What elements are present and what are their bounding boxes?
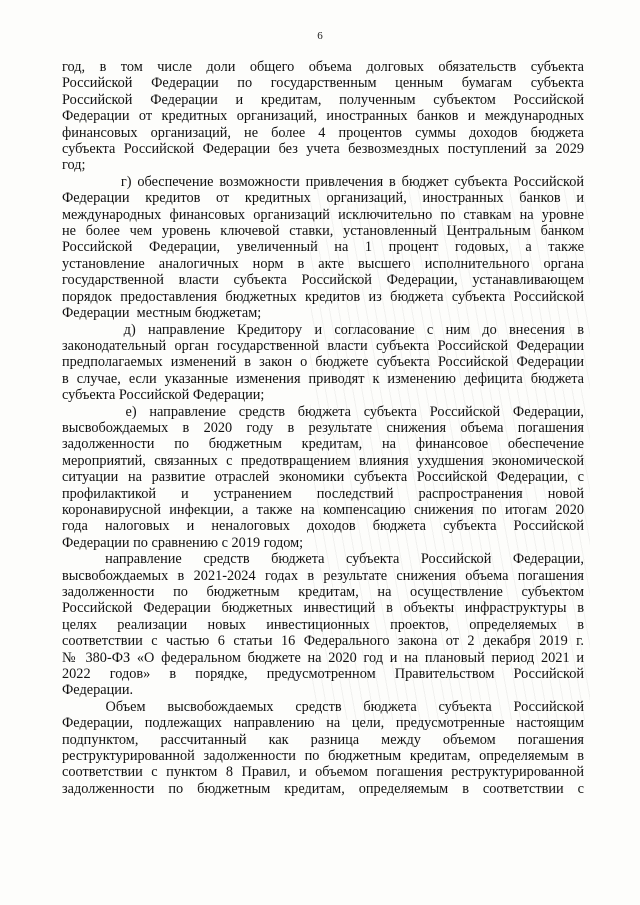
text-line: задолженности по бюджетным кредитам, на осуществление субъектом [62,584,584,600]
text-line: Федерации кредитов от кредитных организаций, иностранных банков и [62,190,584,207]
text-line: высвобождаемых в 2020 году в результате снижения объема погашения [62,419,584,436]
text-line: порядок предоставления бюджетных кредитов из бюджета субъекта Российской [62,288,584,305]
text-line: Российской Федерации по государственным ценным бумагам субъекта [62,75,584,92]
text-line: Федерации. [62,682,134,699]
text-line: е) направление средств бюджета субъекта Российской Федерации, [62,403,584,420]
body-text [62,59,584,797]
text-line: предполагаемых изменений в закон о бюджете субъекта Российской Федерации [62,354,584,371]
text-line: задолженности по бюджетным кредитам, на финансовое обеспечение [62,436,584,453]
text-line: Федерации по сравнению с 2019 годом; [62,534,304,551]
text-line: высвобождаемых в 2021-2024 годах в результате снижения объема погашения [62,567,584,584]
text-line: финансовых организаций, не более 4 процентов суммы доходов бюджета [62,124,584,141]
text-line: 2022 годов» в порядке, предусмотренном Правительством Российской [62,666,584,683]
text-line: целях реализации новых инвестиционных проектов, определяемых в [62,616,584,633]
document-body [62,59,584,797]
text-line: Объем высвобождаемых средств бюджета субъекта Российской [62,698,584,715]
text-line: ситуации на развитие отраслей экономики субъекта Российской Федерации, с [62,469,584,486]
text-line: установление аналогичных норм в акте высшего исполнительного органа [62,255,584,272]
text-line: соответствии с частью 6 статьи 16 Федерального закона от 2 декабря 2019 г. [62,633,584,650]
text-line: задолженности по бюджетным кредитам, определяемым в соответствии с [62,780,584,797]
text-line: субъекта Российской Федерации; [62,387,265,404]
text-line: год, в том числе доли общего объема долговых обязательств субъекта [62,59,584,75]
text-line: подпунктом, рассчитанный как разница между объемом погашения [62,731,584,748]
text-line: коронавирусной инфекции, а также на компенсацию снижения по итогам 2020 [62,501,584,518]
text-line: Федерации местным бюджетам; [62,305,262,322]
text-line: субъекта Российской Федерации без учета безвозмездных поступлений за 2029 [62,141,584,158]
text-line: профилактикой и устранением последствий распространения новой [62,485,584,502]
text-line: соответствии с пунктом 8 Правил, и объемом погашения реструктурированной [62,764,584,781]
text-line: Российской Федерации и кредитам, полученным субъектом Российской [62,91,584,108]
text-line: № 380-ФЗ «О федеральном бюджете на 2020 год и на плановый период 2021 и [62,649,584,666]
text-line: направление средств бюджета субъекта Российской Федерации, [62,551,584,568]
text-line: Федерации, подлежащих направлению на цели, предусмотренные настоящим [62,715,584,732]
text-line: года налоговых и неналоговых доходов бюджета субъекта Российской [62,518,584,535]
text-line: государственной власти субъекта Российской Федерации, устанавливающем [62,272,584,289]
text-line: не более чем уровень ключевой ставки, установленный Центральным банком [62,223,584,240]
text-line: мероприятий, связанных с предотвращением влияния ухудшения экономической [62,452,584,469]
text-line: в случае, если указанные изменения приводят к изменению дефицита бюджета [62,370,584,387]
text-line: международных финансовых организаций исключительно по ставкам на уровне [62,206,584,223]
text-line: Российской Федерации, увеличенный на 1 процент годовых, а также [62,239,584,256]
text-line: год; [62,157,86,174]
text-line: г) обеспечение возможности привлечения в бюджет субъекта Российской [62,173,584,190]
text-line: Российской Федерации бюджетных инвестиций в объекты инфраструктуры в [62,600,584,617]
text-line: д) направление Кредитору и согласование с ним до внесения в [62,321,584,338]
page-number: 6 [317,30,323,42]
text-line: Федерации от кредитных организаций, иностранных банков и международных [62,108,584,125]
text-line: законодательный орган государственной власти субъекта Российской Федерации [62,337,584,354]
text-line: реструктурированной задолженности по бюджетным кредитам, определяемым в [62,748,584,765]
